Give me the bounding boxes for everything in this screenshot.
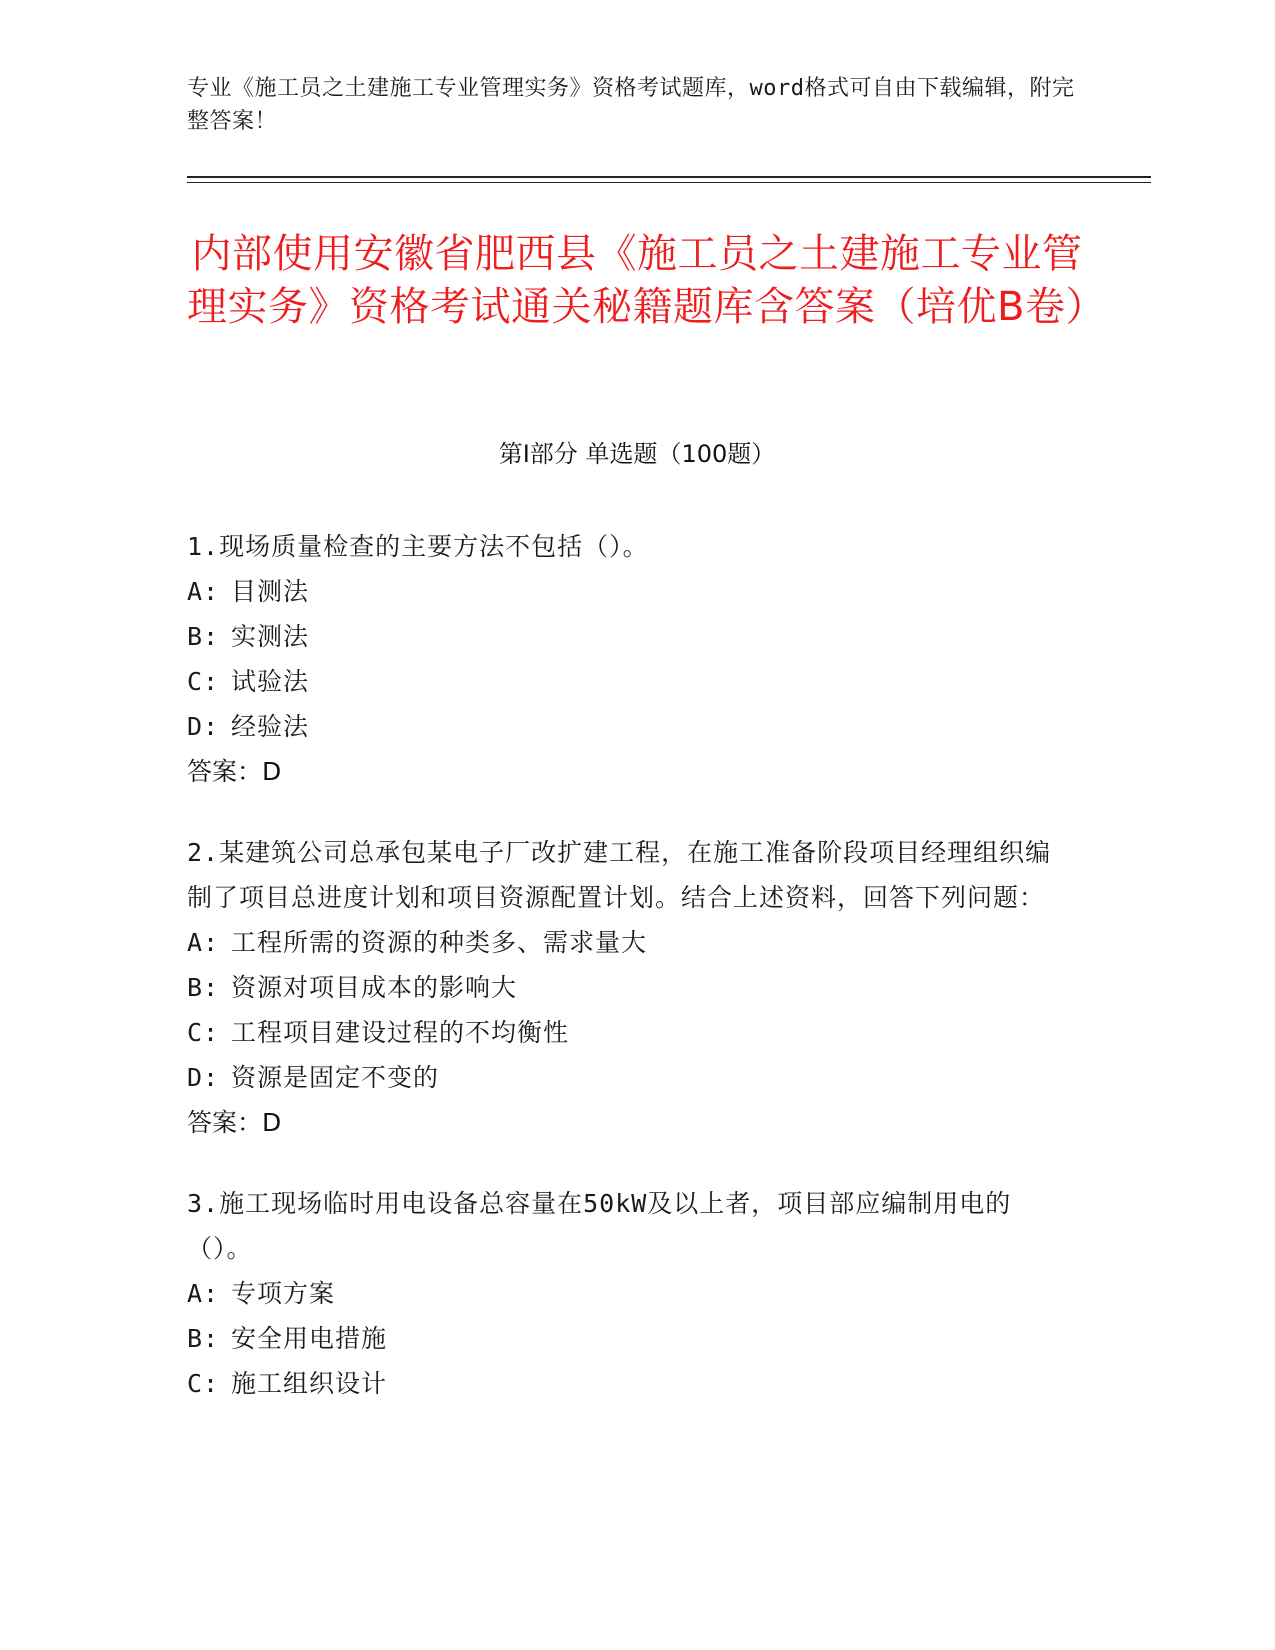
option-text: 目测法 [231,577,310,606]
question-stem: 2.某建筑公司总承包某电子厂改扩建工程，在施工准备阶段项目经理组织编制了项目总进度计划和项目资源配置计划。结合上述资料，回答下列问题： [187,838,1052,912]
option-text: 施工组织设计 [231,1369,388,1398]
option-b [187,1316,1067,1361]
option-letter: A: [187,928,220,957]
option-text: 经验法 [231,712,310,741]
option-letter: B: [187,1324,220,1353]
answer: 答案：D [187,757,282,786]
option-c [187,1361,1067,1406]
option-text: 试验法 [231,667,310,696]
question-stem: 3.施工现场临时用电设备总容量在50kW及以上者，项目部应编制用电的（）。 [187,1189,1012,1263]
option-text: 资源对项目成本的影响大 [231,973,518,1002]
option-a [187,1271,1067,1316]
header-note: 专业《施工员之土建施工专业管理实务》资格考试题库，word格式可自由下载编辑，附完整答案！ [187,76,1075,134]
header-divider-thick [187,176,1151,178]
option-letter: D: [187,1063,220,1092]
option-text: 专项方案 [231,1279,336,1308]
question-list [187,524,1067,1442]
question-stem: 1.现场质量检查的主要方法不包括（）。 [187,532,649,561]
option-a [187,569,1067,614]
option-d [187,704,1067,749]
option-letter: C: [187,667,220,696]
option-c [187,1010,1067,1055]
option-letter: A: [187,577,220,606]
question-1 [187,524,1067,794]
option-a [187,920,1067,965]
answer: 答案：D [187,1108,282,1137]
document-title: 内部使用安徽省肥西县《施工员之土建施工专业管理实务》资格考试通关秘籍题库含答案（培优B卷） [187,231,1106,330]
question-2 [187,830,1067,1145]
option-b [187,614,1067,659]
option-letter: B: [187,622,220,651]
section-title: 第I部分 单选题（100题） [498,440,776,468]
option-c [187,659,1067,704]
option-letter: A: [187,1279,220,1308]
option-letter: D: [187,712,220,741]
option-letter: C: [187,1369,220,1398]
header-divider-thin [187,182,1151,183]
option-text: 安全用电措施 [231,1324,388,1353]
question-3 [187,1181,1067,1406]
option-d [187,1055,1067,1100]
option-b [187,965,1067,1010]
option-text: 工程项目建设过程的不均衡性 [231,1018,570,1047]
option-text: 工程所需的资源的种类多、需求量大 [231,928,648,957]
option-text: 资源是固定不变的 [231,1063,440,1092]
option-letter: C: [187,1018,220,1047]
option-text: 实测法 [231,622,310,651]
option-letter: B: [187,973,220,1002]
